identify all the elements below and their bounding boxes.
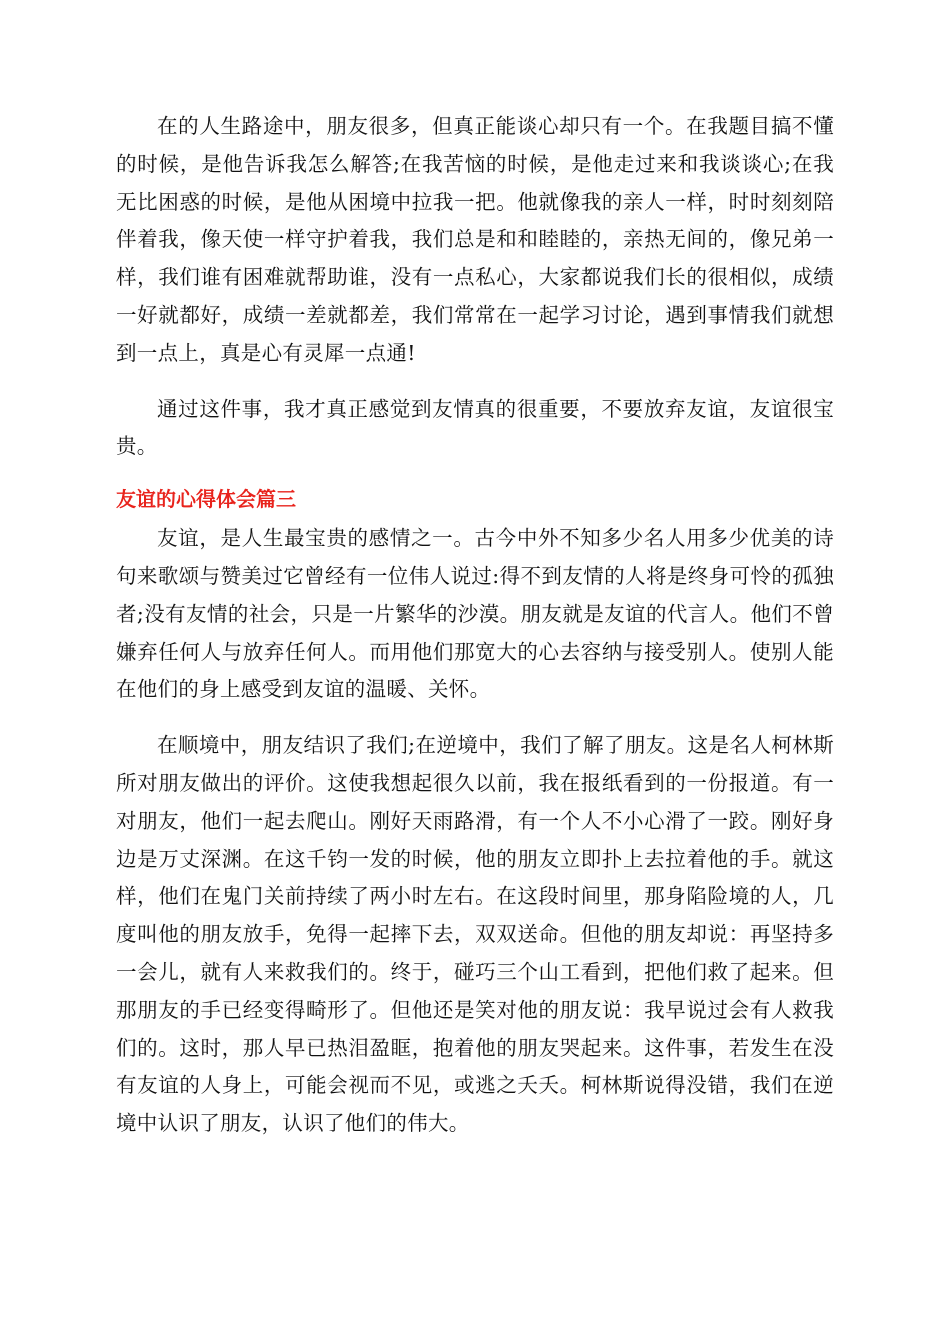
paragraph-2: 通过这件事，我才真正感觉到友情真的很重要，不要放弃友谊，友谊很宝贵。: [116, 396, 834, 459]
section-heading: 友谊的心得体会篇三: [116, 487, 296, 512]
paragraph-3: 友谊，是人生最宝贵的感情之一。古今中外不知多少名人用多少优美的诗句来歌颂与赞美过它曾经有一位伟人说过:得不到友情的人将是终身可怜的孤独者;没有友情的社会，只是一片繁华的沙漠。朋友就是友谊的代言人。他们不曾嫌弃任何人与放弃任何人。而用他们那宽大的心去容纳与接受别人。使别人能在他们的身上感受到友谊的温暖、关怀。: [116, 526, 834, 702]
document-body: [116, 108, 834, 1143]
paragraph-1: 在的人生路途中，朋友很多，但真正能谈心却只有一个。在我题目搞不懂的时候，是他告诉我怎么解答;在我苦恼的时候，是他走过来和我谈谈心;在我无比困惑的时候，是他从困境中拉我一把。他就像我的亲人一样，时时刻刻陪伴着我，像天使一样守护着我，我们总是和和睦睦的，亲热无间的，像兄弟一样，我们谁有困难就帮助谁，没有一点私心，大家都说我们长的很相似，成绩一好就都好，成绩一差就都差，我们常常在一起学习讨论，遇到事情我们就想到一点上，真是心有灵犀一点通!: [116, 114, 834, 365]
paragraph-4: 在顺境中，朋友结识了我们;在逆境中，我们了解了朋友。这是名人柯林斯所对朋友做出的评价。这使我想起很久以前，我在报纸看到的一份报道。有一对朋友，他们一起去爬山。刚好天雨路滑，有一个人不小心滑了一跤。刚好身边是万丈深渊。在这千钧一发的时候，他的朋友立即扑上去拉着他的手。就这样，他们在鬼门关前持续了两小时左右。在这段时间里，那身陷险境的人，几度叫他的朋友放手，免得一起摔下去，双双送命。但他的朋友却说：再坚持多一会儿，就有人来救我们的。终于，碰巧三个山工看到，把他们救了起来。但那朋友的手已经变得畸形了。但他还是笑对他的朋友说：我早说过会有人救我们的。这时，那人早已热泪盈眶，抱着他的朋友哭起来。这件事，若发生在没有友谊的人身上，可能会视而不见，或逃之夭夭。柯林斯说得没错，我们在逆境中认识了朋友，认识了他们的伟大。: [116, 733, 834, 1136]
